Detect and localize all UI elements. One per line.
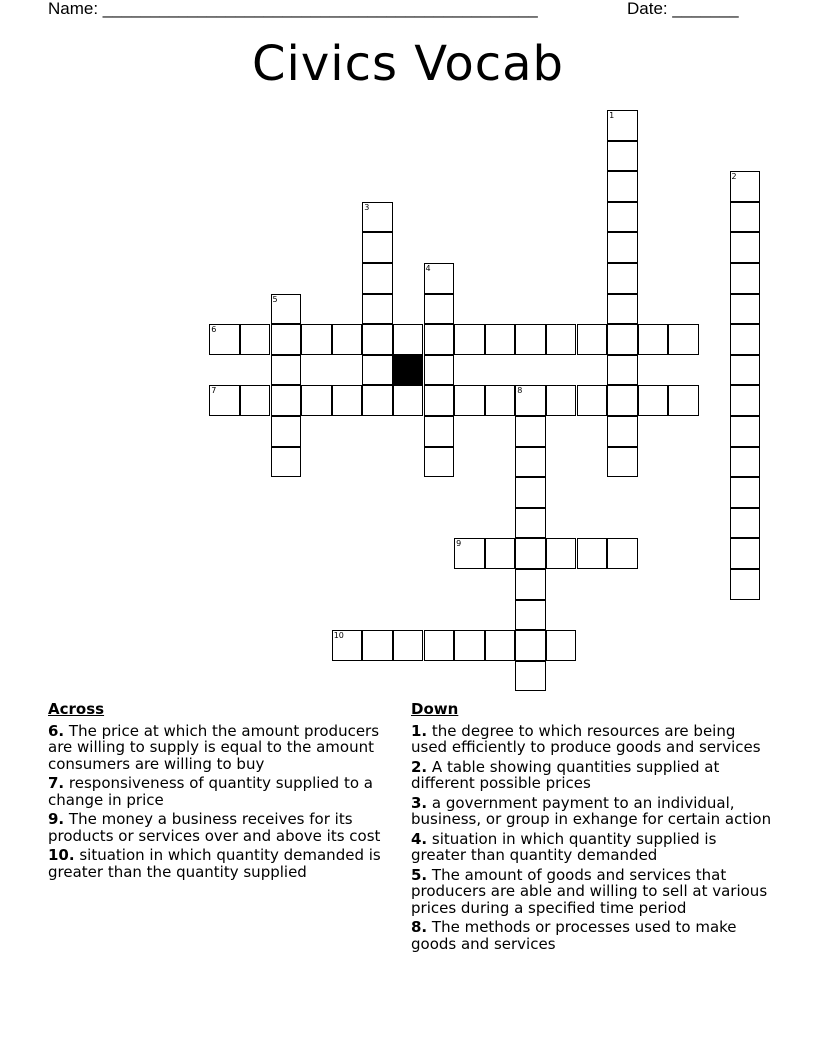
grid-cell[interactable]	[209, 324, 240, 355]
grid-cell[interactable]	[546, 324, 577, 355]
clue-number: 2.	[411, 757, 428, 776]
clue-text: a government payment to an individual, business, or group in exhange for certain action	[411, 793, 772, 828]
grid-cell[interactable]	[424, 630, 455, 661]
grid-cell[interactable]	[454, 385, 485, 416]
grid-cell[interactable]	[638, 385, 669, 416]
name-field[interactable]: Name: ______________________________________________	[48, 0, 538, 18]
clue-number: 5.	[411, 865, 428, 884]
grid-cell[interactable]	[515, 600, 546, 631]
grid-cell[interactable]	[362, 232, 393, 263]
grid-cell[interactable]	[607, 416, 638, 447]
grid-cell[interactable]	[730, 569, 761, 600]
grid-cell[interactable]	[362, 385, 393, 416]
grid-cell[interactable]	[454, 324, 485, 355]
clue-text: responsiveness of quantity supplied to a change in price	[48, 774, 373, 809]
grid-cell[interactable]	[362, 202, 393, 233]
clue-text: The methods or processes used to make goods and services	[411, 918, 737, 953]
clue-text: the degree to which resources are being used efficiently to produce goods and services	[411, 721, 761, 756]
across-clue-7	[48, 775, 388, 808]
black-cell	[393, 355, 424, 386]
clue-number: 3.	[411, 793, 428, 812]
grid-cell[interactable]	[730, 263, 761, 294]
grid-cell[interactable]	[424, 355, 455, 386]
grid-cell[interactable]	[730, 324, 761, 355]
grid-cell[interactable]	[607, 141, 638, 172]
grid-cell[interactable]	[546, 538, 577, 569]
down-clues	[411, 701, 776, 955]
clue-number: 1.	[411, 721, 428, 740]
clue-text: The price at which the amount producers are willing to supply is equal to the amount consumers are willing to buy	[48, 721, 380, 773]
grid-cell[interactable]	[332, 385, 363, 416]
grid-cell[interactable]	[607, 110, 638, 141]
grid-cell[interactable]	[485, 385, 516, 416]
grid-cell[interactable]	[209, 385, 240, 416]
grid-cell[interactable]	[730, 202, 761, 233]
clue-number: 7.	[48, 774, 65, 792]
clue-number: 9.	[48, 810, 65, 828]
clue-number: 6.	[48, 721, 65, 740]
grid-cell[interactable]	[577, 385, 608, 416]
grid-cell[interactable]	[668, 385, 699, 416]
grid-cell[interactable]	[332, 630, 363, 661]
grid-cell[interactable]	[515, 447, 546, 478]
grid-cell[interactable]	[515, 324, 546, 355]
grid-cell[interactable]	[362, 630, 393, 661]
grid-cell[interactable]	[607, 355, 638, 386]
grid-cell[interactable]	[454, 538, 485, 569]
grid-cell[interactable]	[424, 385, 455, 416]
clue-number-label: 7	[211, 386, 217, 396]
grid-cell[interactable]	[577, 324, 608, 355]
grid-cell[interactable]	[362, 324, 393, 355]
across-heading: Across	[48, 700, 105, 718]
grid-cell[interactable]	[454, 630, 485, 661]
grid-cell[interactable]	[485, 538, 516, 569]
grid-cell[interactable]	[515, 569, 546, 600]
clue-number-label: 3	[364, 202, 370, 212]
grid-cell[interactable]	[393, 385, 424, 416]
grid-cell[interactable]	[301, 385, 332, 416]
grid-cell[interactable]	[638, 324, 669, 355]
grid-cell[interactable]	[271, 385, 302, 416]
grid-cell[interactable]	[546, 385, 577, 416]
grid-cell[interactable]	[240, 385, 271, 416]
grid-cell[interactable]	[515, 416, 546, 447]
clue-number-label: 2	[731, 172, 737, 182]
grid-cell[interactable]	[730, 447, 761, 478]
grid-cell[interactable]	[362, 294, 393, 325]
grid-cell[interactable]	[393, 630, 424, 661]
grid-cell[interactable]	[607, 171, 638, 202]
grid-cell[interactable]	[332, 324, 363, 355]
down-clue-4	[411, 831, 776, 864]
down-clue-8	[411, 919, 776, 952]
clue-text: A table showing quantities supplied at different possible prices	[411, 757, 720, 792]
across-clue-9	[48, 811, 388, 844]
clue-text: situation in which quantity supplied is greater than quantity demanded	[411, 829, 717, 864]
grid-cell[interactable]	[607, 385, 638, 416]
clue-number-label: 4	[425, 264, 431, 273]
grid-cell[interactable]	[730, 477, 761, 508]
grid-cell[interactable]	[730, 538, 761, 569]
grid-cell[interactable]	[485, 324, 516, 355]
grid-cell[interactable]	[730, 385, 761, 416]
grid-cell[interactable]	[607, 294, 638, 325]
grid-cell[interactable]	[607, 538, 638, 569]
grid-cell[interactable]	[271, 294, 302, 325]
grid-cell[interactable]	[515, 538, 546, 569]
grid-cell[interactable]	[271, 447, 302, 478]
down-clue-1	[411, 723, 776, 756]
clue-number: 8.	[411, 918, 428, 936]
clue-number-label: 1	[609, 111, 615, 120]
grid-cell[interactable]	[424, 294, 455, 325]
grid-cell[interactable]	[730, 416, 761, 447]
grid-cell[interactable]	[362, 263, 393, 294]
clue-number-label: 6	[211, 325, 217, 335]
clue-text: The amount of goods and services that producers are able and willing to sell at various prices during a specified time period	[411, 865, 768, 917]
down-heading: Down	[411, 700, 459, 718]
across-clue-6	[48, 723, 388, 773]
clue-number: 10.	[48, 846, 75, 864]
down-clue-3	[411, 795, 776, 828]
grid-cell[interactable]	[485, 630, 516, 661]
grid-cell[interactable]	[668, 324, 699, 355]
grid-cell[interactable]	[730, 508, 761, 539]
grid-cell[interactable]	[271, 416, 302, 447]
grid-cell[interactable]	[730, 232, 761, 263]
clue-number: 4.	[411, 829, 428, 848]
date-field[interactable]: Date: _______	[627, 0, 739, 18]
grid-cell[interactable]	[515, 385, 546, 416]
grid-cell[interactable]	[577, 538, 608, 569]
grid-cell[interactable]	[424, 447, 455, 478]
down-clue-5	[411, 867, 776, 917]
clue-number-label: 5	[272, 294, 278, 304]
clue-number-label: 10	[333, 631, 344, 641]
clue-number-label: 9	[456, 539, 462, 549]
grid-cell[interactable]	[301, 324, 332, 355]
clue-text: The money a business receives for its products or services over and above its cost	[48, 810, 381, 845]
grid-cell[interactable]	[362, 355, 393, 386]
clue-text: situation in which quantity demanded is greater than the quantity supplied	[48, 846, 381, 881]
grid-cell[interactable]	[607, 232, 638, 263]
across-clues	[48, 701, 388, 883]
grid-cell[interactable]	[546, 630, 577, 661]
grid-cell[interactable]	[607, 447, 638, 478]
grid-cell[interactable]	[515, 477, 546, 508]
grid-cell[interactable]	[424, 416, 455, 447]
page-title: Civics Vocab	[252, 36, 564, 92]
grid-cell[interactable]	[515, 508, 546, 539]
grid-cell[interactable]	[607, 202, 638, 233]
grid-cell[interactable]	[240, 324, 271, 355]
grid-cell[interactable]	[730, 294, 761, 325]
grid-cell[interactable]	[607, 263, 638, 294]
grid-cell[interactable]	[515, 661, 546, 692]
grid-cell[interactable]	[271, 324, 302, 355]
grid-cell[interactable]	[515, 630, 546, 661]
down-clue-2	[411, 759, 776, 792]
across-clue-10	[48, 847, 388, 880]
clue-number-label: 8	[517, 386, 523, 396]
grid-cell[interactable]	[393, 324, 424, 355]
grid-cell[interactable]	[730, 171, 761, 202]
grid-cell[interactable]	[424, 324, 455, 355]
grid-cell[interactable]	[607, 324, 638, 355]
grid-cell[interactable]	[424, 263, 455, 294]
grid-cell[interactable]	[730, 355, 761, 386]
grid-cell[interactable]	[271, 355, 302, 386]
